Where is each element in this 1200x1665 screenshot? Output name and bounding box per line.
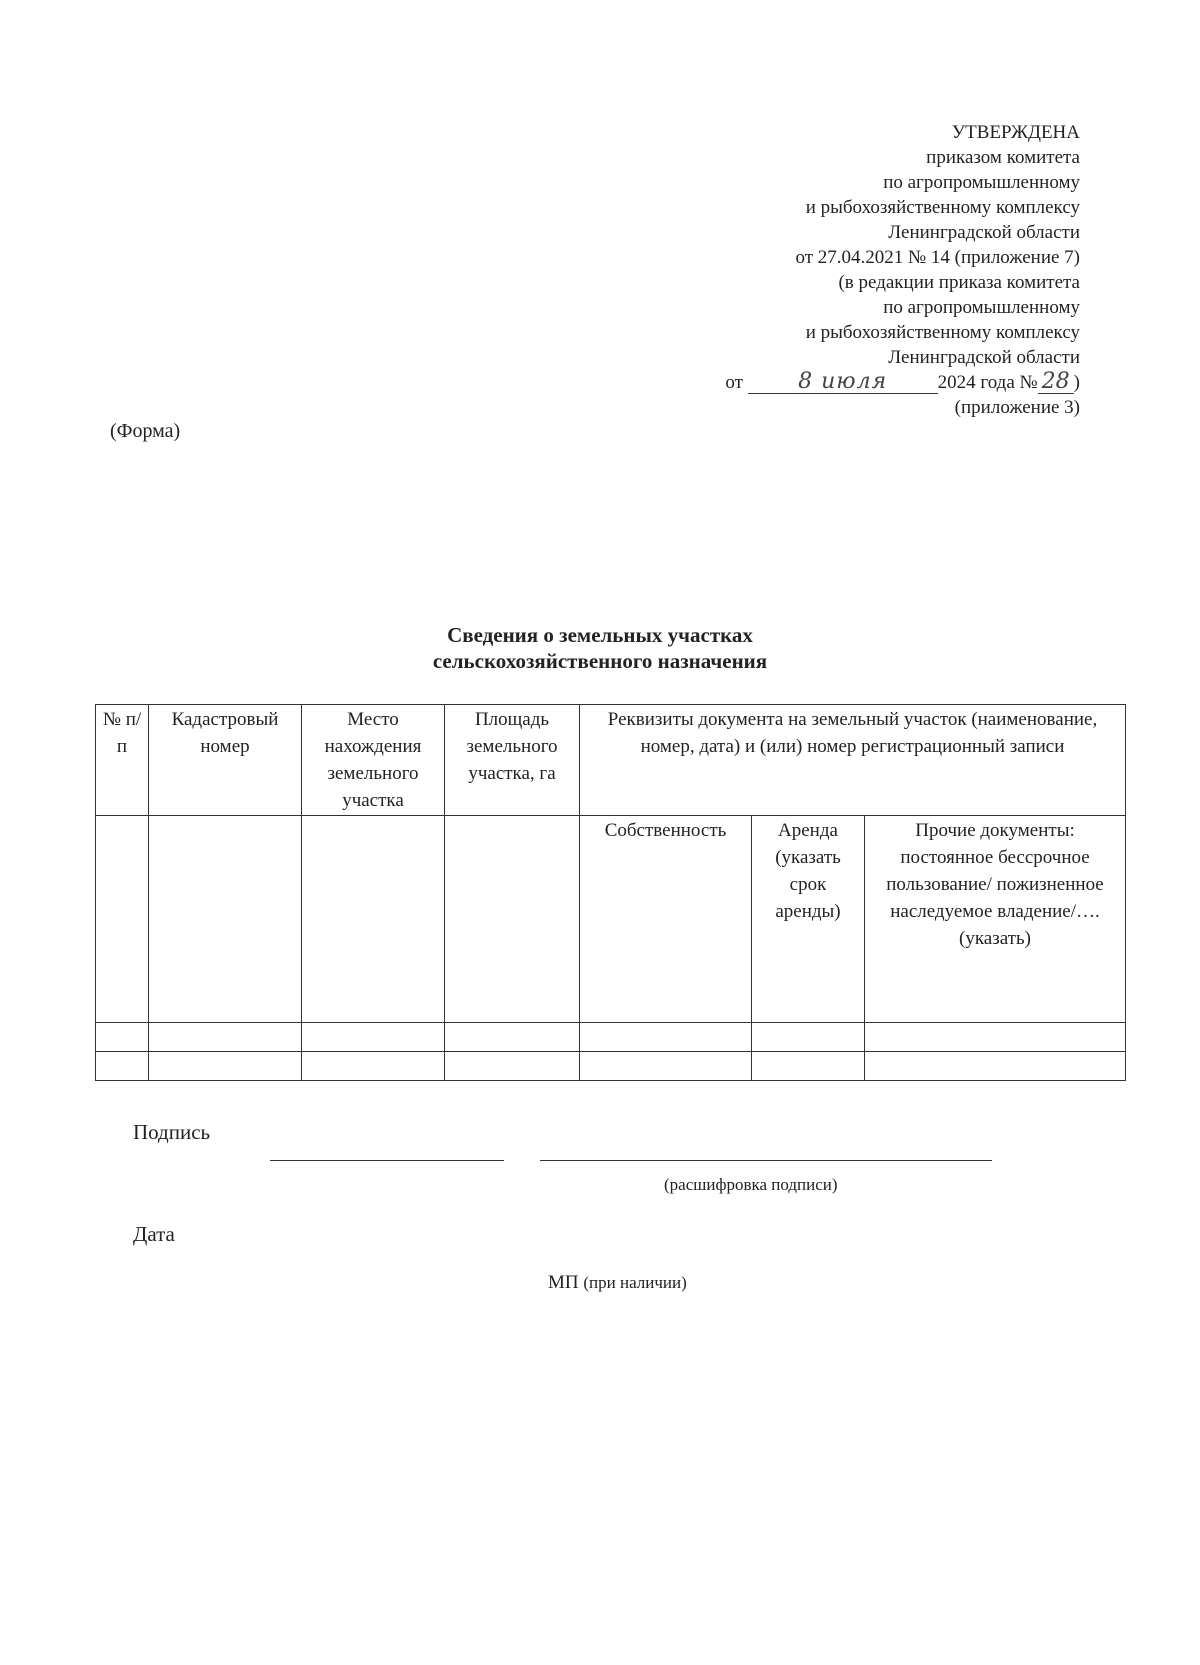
approval-block	[725, 120, 1080, 420]
title-line-2: сельскохозяйственного назначения	[432, 649, 768, 673]
approval-line: УТВЕРЖДЕНА	[951, 122, 1080, 143]
approval-line: Ленинградской области	[888, 347, 1080, 368]
table-cell[interactable]	[445, 1052, 580, 1081]
table-row	[96, 1023, 1126, 1052]
table-cell[interactable]	[96, 1052, 149, 1081]
handwritten-order-number: 28	[1038, 371, 1074, 394]
table-header-row	[96, 705, 1126, 816]
table-cell[interactable]	[580, 1052, 752, 1081]
header-location: Место нахождения земельного участка	[302, 705, 445, 816]
date-prefix: от	[725, 372, 743, 393]
date-label: Дата	[133, 1222, 175, 1246]
table-cell	[302, 816, 445, 1023]
table-cell[interactable]	[445, 1023, 580, 1052]
subheader-lease: Аренда (указать срок аренды)	[752, 816, 865, 1023]
table-cell[interactable]	[752, 1052, 865, 1081]
table-cell	[445, 816, 580, 1023]
table-cell[interactable]	[302, 1023, 445, 1052]
approval-line: (в редакции приказа комитета	[838, 272, 1080, 293]
approval-line: Ленинградской области	[888, 222, 1080, 243]
land-plots-table	[95, 704, 1126, 1081]
approval-line: по агропромышленному	[883, 172, 1080, 193]
table-subheader-row	[96, 816, 1126, 1023]
header-cadastral: Кадастровый номер	[149, 705, 302, 816]
handwritten-date: 8 июля	[748, 371, 938, 394]
header-area: Площадь земельного участка, га	[445, 705, 580, 816]
approval-line: и рыбохозяйственному комплексу	[805, 322, 1080, 343]
table-cell[interactable]	[865, 1023, 1126, 1052]
table-cell[interactable]	[865, 1052, 1126, 1081]
appendix-label: (приложение 3)	[954, 397, 1080, 418]
stamp-note: (при наличии)	[583, 1273, 687, 1292]
table-cell	[149, 816, 302, 1023]
title-line-1: Сведения о земельных участках	[447, 623, 753, 647]
form-label: (Форма)	[110, 420, 181, 442]
stamp-label	[548, 1272, 687, 1294]
approval-line: приказом комитета	[926, 147, 1080, 168]
approval-line: от 27.04.2021 № 14 (приложение 7)	[795, 247, 1080, 268]
document-title	[0, 622, 1200, 674]
table-cell[interactable]	[302, 1052, 445, 1081]
table-cell[interactable]	[96, 1023, 149, 1052]
table-row	[96, 1052, 1126, 1081]
stamp-main: МП	[548, 1272, 579, 1293]
date-suffix: 2024 года №	[937, 372, 1038, 393]
table-cell[interactable]	[149, 1023, 302, 1052]
header-number: № п/п	[96, 705, 149, 816]
header-requisites: Реквизиты документа на земельный участок (наименование, номер, дата) и (или) номер регистрационный записи	[580, 705, 1126, 816]
signature-line[interactable]	[270, 1160, 504, 1161]
approval-line: по агропромышленному	[883, 297, 1080, 318]
date-close: )	[1073, 372, 1080, 393]
signature-label: Подпись	[133, 1120, 211, 1144]
table-cell	[96, 816, 149, 1023]
subheader-ownership: Собственность	[580, 816, 752, 1023]
order-date-line	[725, 370, 1080, 395]
table-cell[interactable]	[580, 1023, 752, 1052]
table-cell[interactable]	[149, 1052, 302, 1081]
approval-line: и рыбохозяйственному комплексу	[805, 197, 1080, 218]
signature-decoding-line[interactable]	[540, 1160, 992, 1161]
subheader-other-documents: Прочие документы: постоянное бессрочное пользование/ пожизненное наследуемое владение/….(указать)	[865, 816, 1126, 1023]
signature-decoding-caption: (расшифровка подписи)	[664, 1175, 838, 1194]
table-cell[interactable]	[752, 1023, 865, 1052]
